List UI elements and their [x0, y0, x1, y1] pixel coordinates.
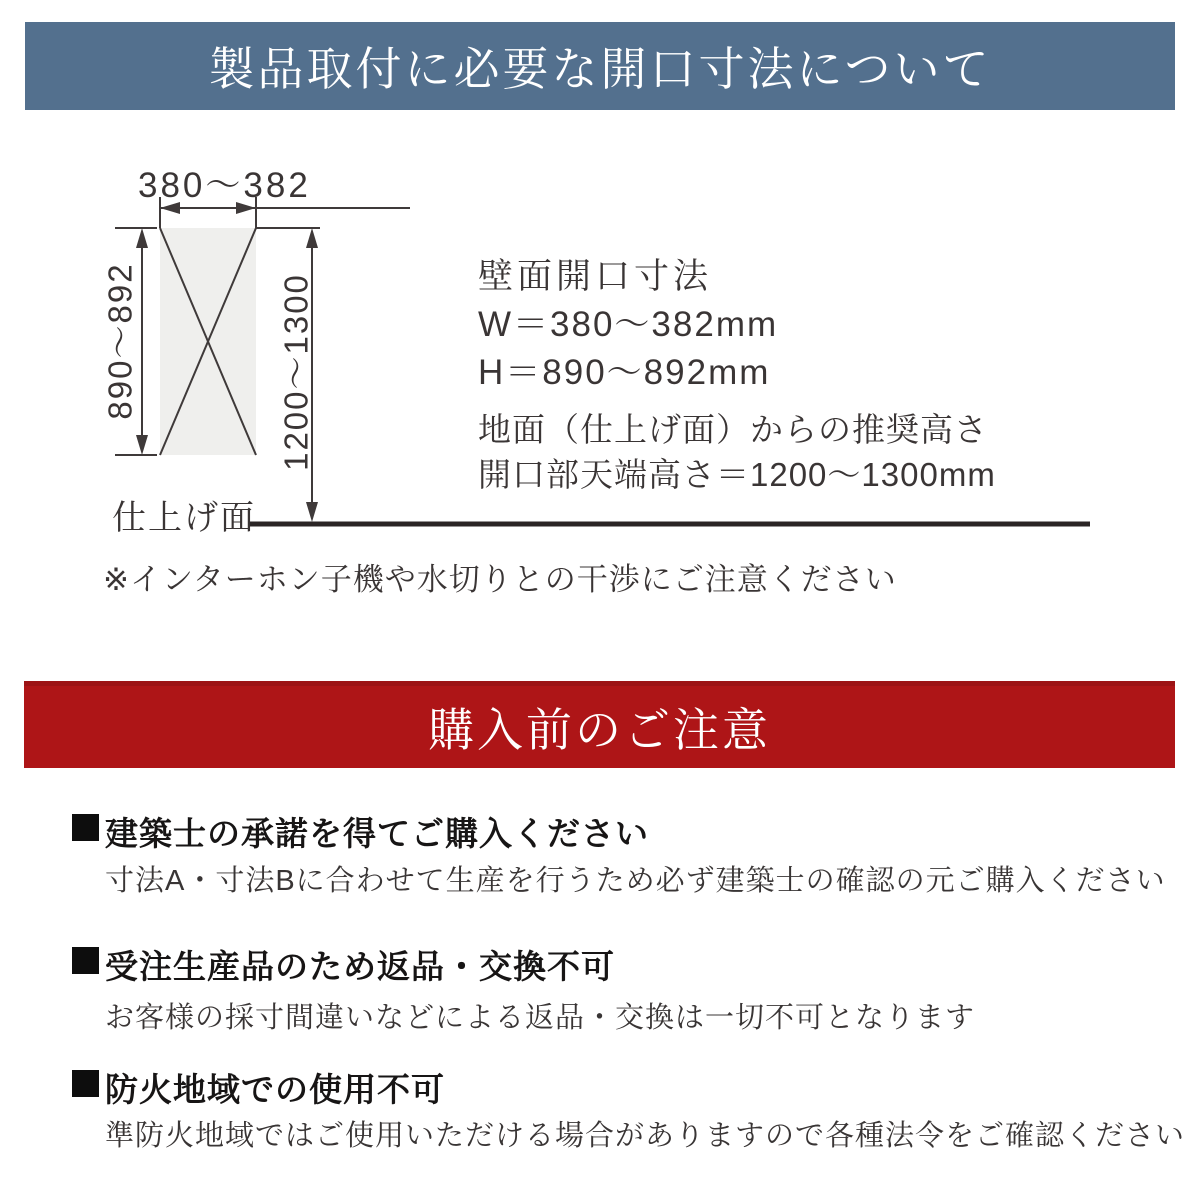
spec-recommended-height-title: 地面（仕上げ面）からの推奨高さ [478, 411, 988, 448]
interference-note: ※インターホン子機や水切りとの干渉にご注意ください [103, 562, 897, 597]
elevation-dimension-label: 1200〜1300 [277, 273, 315, 471]
arrowhead-up [136, 228, 148, 248]
spec-title: 壁面開口寸法 [478, 257, 713, 296]
notice-heading-text: 受注生産品のため返品・交換不可 [105, 948, 615, 985]
notice-body-no-returns: お客様の採寸間違いなどによる返品・交換は一切不可となります [105, 1002, 976, 1034]
arrowhead-up [306, 228, 318, 248]
warning-banner [24, 681, 1175, 768]
notice-body-fire-district: 準防火地域ではご使用いただける場合がありますので各種法令をご確認ください [105, 1120, 1186, 1152]
notice-heading-no-returns [72, 941, 615, 988]
page-title: 製品取付に必要な開口寸法について [208, 43, 992, 95]
notice-heading-text: 建築士の承諾を得てご購入ください [105, 815, 649, 852]
width-dimension-label: 380〜382 [138, 166, 311, 205]
arrowhead-down [306, 502, 318, 522]
notice-heading-text: 防火地域での使用不可 [105, 1071, 445, 1108]
arrowhead-down [136, 435, 148, 455]
square-bullet-icon [72, 1070, 99, 1097]
spec-recommended-height-value: 開口部天端高さ＝1200〜1300mm [478, 456, 996, 493]
spec-height: H＝890〜892mm [478, 353, 771, 392]
notice-heading-architect [72, 808, 649, 855]
square-bullet-icon [72, 814, 99, 841]
height-dimension-label: 890〜892 [101, 262, 139, 420]
finished-surface-label: 仕上げ面 [112, 499, 256, 537]
header-banner [25, 22, 1175, 110]
notice-body-architect: 寸法A・寸法Bに合わせて生産を行うため必ず建築士の確認の元ご購入ください [105, 865, 1166, 897]
notice-heading-fire-district [72, 1064, 445, 1111]
spec-width: W＝380〜382mm [478, 305, 779, 344]
square-bullet-icon [72, 947, 99, 974]
warning-title: 購入前のご注意 [428, 704, 771, 756]
